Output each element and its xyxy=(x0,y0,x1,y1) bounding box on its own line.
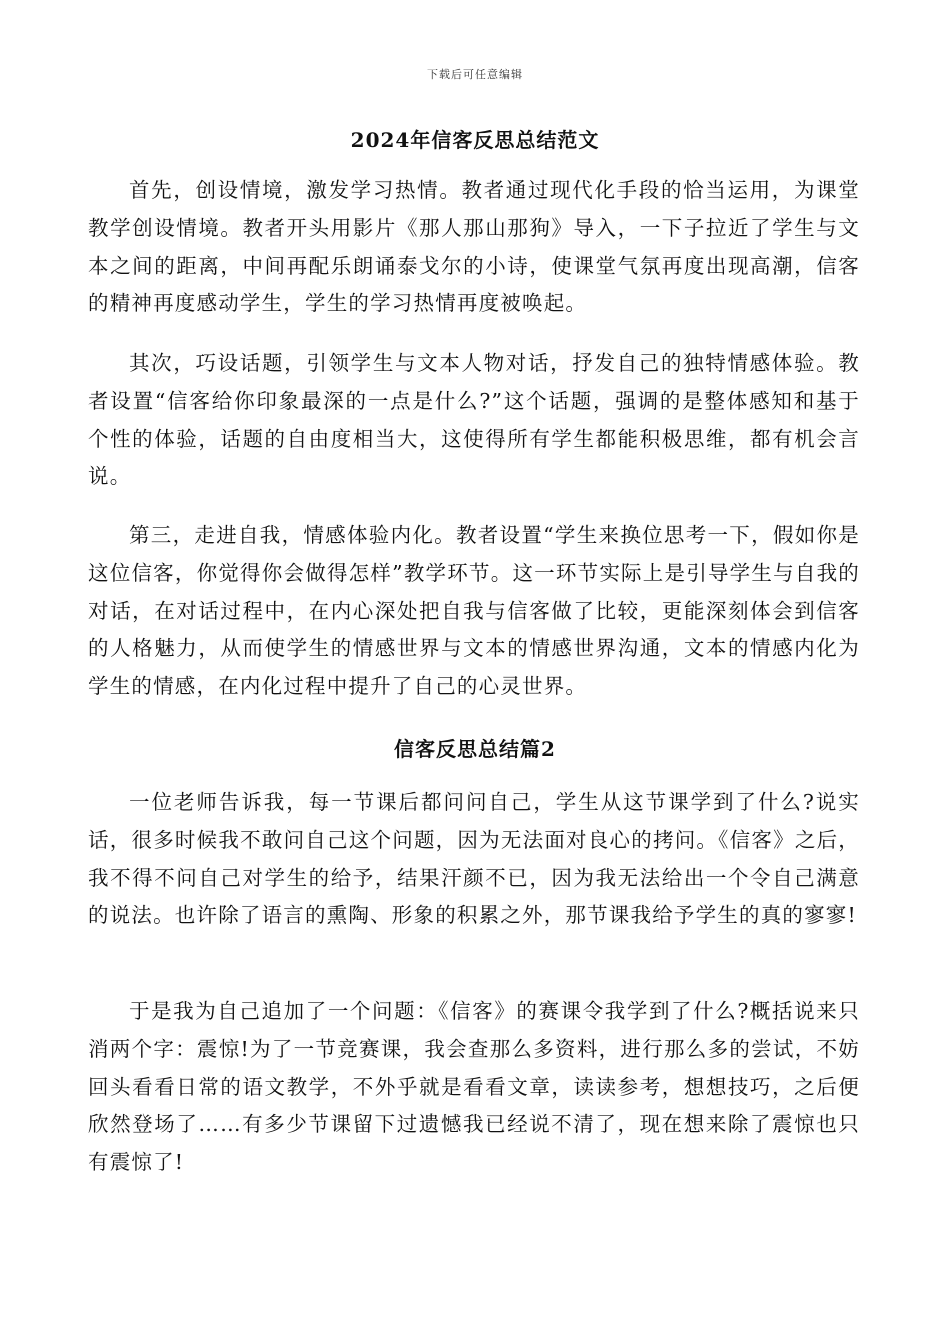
paragraph-3: 第三，走进自我，情感体验内化。教者设置“学生来换位思考一下，假如你是这位信客，你觉得你会做得怎样”教学环节。这一环节实际上是引导学生与自我的对话，在对话过程中，在内心深处把自我与信客做了比较，更能深刻体会到信客的人格魅力，从而使学生的情感世界与文本的情感世界沟通，文本的情感内化为学生的情感，在内化过程中提升了自己的心灵世界。 xyxy=(88,523,860,699)
paragraph-1: 首先，创设情境，激发学习热情。教者通过现代化手段的恰当运用，为课堂教学创设情境。教者开头用影片《那人那山那狗》导入，一下子拉近了学生与文本之间的距离，中间再配乐朗诵泰戈尔的小诗，使课堂气氛再度出现高潮，信客的精神再度感动学生，学生的学习热情再度被唤起。 xyxy=(88,178,860,316)
paragraph-2: 其次，巧设话题，引领学生与文本人物对话，抒发自己的独特情感体验。教者设置“信客给你印象最深的一点是什么?”这个话题，强调的是整体感知和基于个性的体验，话题的自由度相当大，这使得所有学生都能积极思维，都有机会言说。 xyxy=(88,351,860,489)
header-note: 下载后可任意编辑 xyxy=(427,68,523,81)
paragraph-4: 一位老师告诉我，每一节课后都问问自己，学生从这节课学到了什么?说实话，很多时候我不敢问自己这个问题，因为无法面对良心的拷问。《信客》之后，我不得不问自己对学生的给予，结果汗颜不已，因为我无法给出一个令自己满意的说法。也许除了语言的熏陶、形象的积累之外，那节课我给予学生的真的寥寥! xyxy=(88,790,860,928)
paragraph-5: 于是我为自己追加了一个问题：《信客》的赛课令我学到了什么?概括说来只消两个字：震惊!为了一节竞赛课，我会查那么多资料，进行那么多的尝试，不妨回头看看日常的语文教学，不外乎就是看看文章，读读参考，想想技巧，之后便欣然登场了……有多少节课留下过遗憾我已经说不清了，现在想来除了震惊也只有震惊了! xyxy=(88,999,860,1175)
document-title: 2024年信客反思总结范文 xyxy=(350,128,600,152)
section-2-title: 信客反思总结篇2 xyxy=(394,737,556,761)
